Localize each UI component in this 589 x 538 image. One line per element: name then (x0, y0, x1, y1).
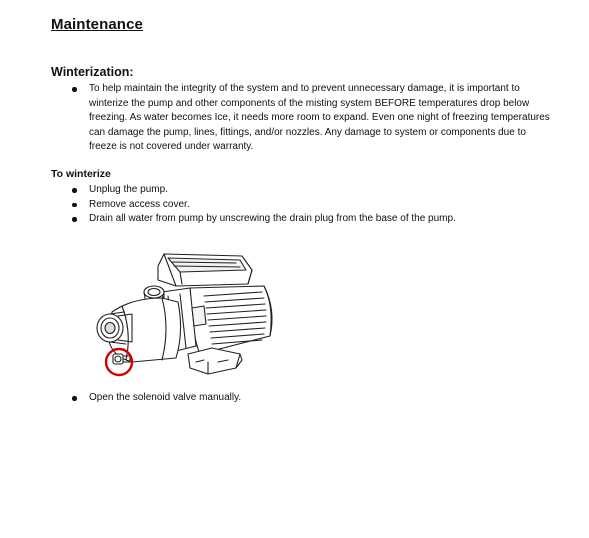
winterization-list (51, 82, 551, 155)
step-drain-water: Drain all water from pump by unscrewing the drain plug from the base of the pump. (51, 212, 551, 227)
page-title: Maintenance (51, 16, 143, 33)
pump-illustration-icon (92, 236, 282, 386)
step-open-solenoid: Open the solenoid valve manually. (51, 391, 551, 406)
step-remove-cover: Remove access cover. (51, 198, 551, 213)
step-unplug: Unplug the pump. (51, 183, 551, 198)
pump-figure (92, 236, 282, 386)
terminal-box-icon (158, 254, 252, 286)
winterization-heading: Winterization: (51, 65, 134, 79)
winterization-paragraph: To help maintain the integrity of the system and to prevent unnecessary damage, it is important to winterize the pump and other components of the misting system BEFORE temperatures drop below freezing. As water becomes Ice, it needs more room to expand. Even one night of freezing temperatures can damage the pump, lines, fittings, and/or nozzles. Any damage to system or components due to freeze is not covered under warranty. (51, 82, 551, 155)
to-winterize-heading: To winterize (51, 168, 111, 180)
pump-base-icon (188, 348, 242, 374)
final-steps-list (51, 391, 551, 406)
winterize-steps-list (51, 183, 551, 227)
